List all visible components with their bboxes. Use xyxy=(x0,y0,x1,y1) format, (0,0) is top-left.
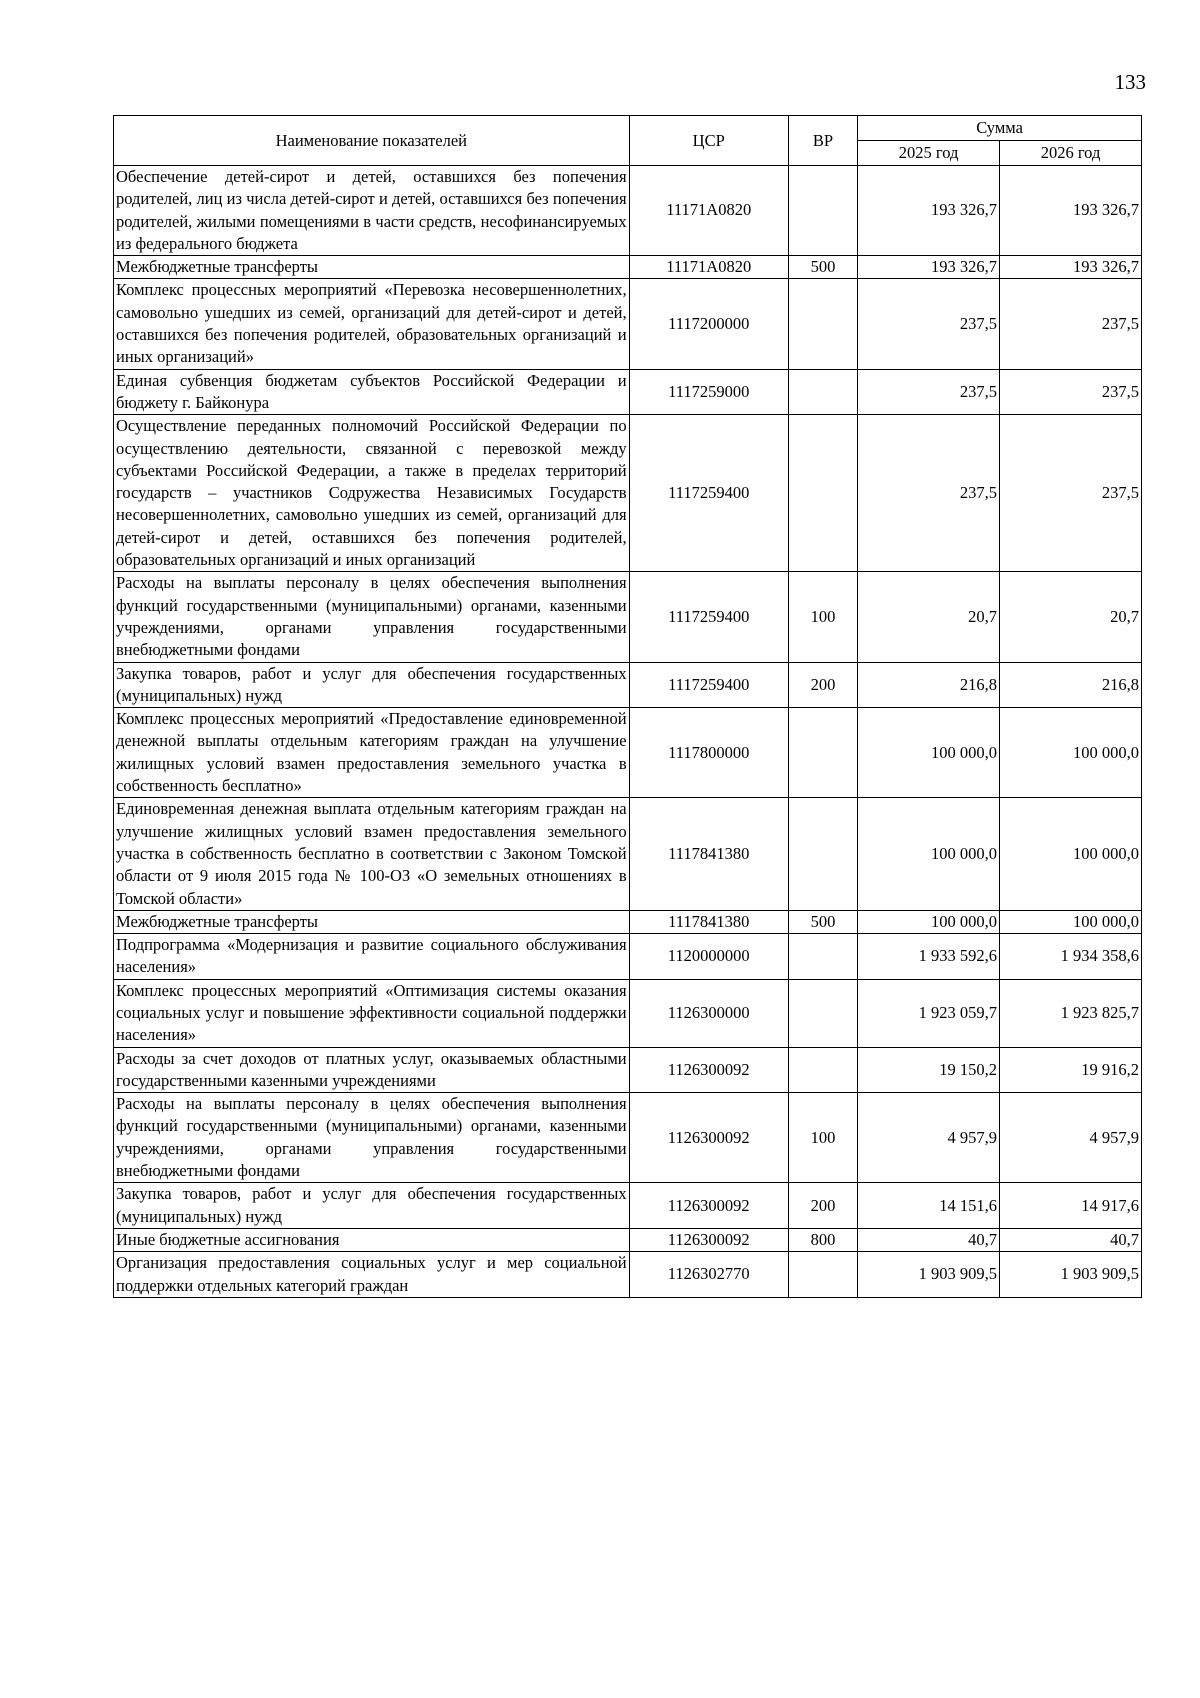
table-row xyxy=(114,256,1142,279)
cell-csr: 11171A0820 xyxy=(629,166,788,256)
header-name: Наименование показателей xyxy=(114,116,630,166)
cell-name: Единая субвенция бюджетам субъектов Российской Федерации и бюджету г. Байконура xyxy=(114,369,630,415)
cell-csr: 1117259400 xyxy=(629,415,788,572)
cell-y2025: 20,7 xyxy=(858,572,1000,662)
table-row xyxy=(114,572,1142,662)
table-row xyxy=(114,369,1142,415)
cell-csr: 1126300092 xyxy=(629,1093,788,1183)
cell-name: Комплекс процессных мероприятий «Перевозка несовершеннолетних, самовольно ушедших из семей, организаций для детей-сирот и детей, оставшихся без попечения родителей, образовательных организаций и иных организаций» xyxy=(114,279,630,369)
cell-vr xyxy=(788,979,857,1047)
budget-table xyxy=(113,115,1142,1298)
cell-csr: 1117200000 xyxy=(629,279,788,369)
cell-vr xyxy=(788,798,857,910)
header-vr: ВР xyxy=(788,116,857,166)
cell-y2026: 1 903 909,5 xyxy=(1000,1252,1142,1298)
cell-name: Межбюджетные трансферты xyxy=(114,910,630,933)
table-row xyxy=(114,415,1142,572)
cell-y2025: 237,5 xyxy=(858,279,1000,369)
table-row xyxy=(114,934,1142,980)
cell-y2025: 19 150,2 xyxy=(858,1047,1000,1093)
cell-vr: 100 xyxy=(788,572,857,662)
cell-name: Единовременная денежная выплата отдельным категориям граждан на улучшение жилищных условий взамен предоставления земельного участка в собственность бесплатно в соответствии с Законом Томской области от 9 июля 2015 года № 100-ОЗ «О земельных отношениях в Томской области» xyxy=(114,798,630,910)
cell-y2026: 193 326,7 xyxy=(1000,256,1142,279)
table-row xyxy=(114,1093,1142,1183)
cell-vr: 500 xyxy=(788,256,857,279)
cell-name: Закупка товаров, работ и услуг для обеспечения государственных (муниципальных) нужд xyxy=(114,662,630,708)
cell-name: Обеспечение детей-сирот и детей, оставшихся без попечения родителей, лиц из числа детей-сирот и детей, оставшихся без попечения родителей, жилыми помещениями в части средств, несофинансируемых из федерального бюджета xyxy=(114,166,630,256)
cell-name: Закупка товаров, работ и услуг для обеспечения государственных (муниципальных) нужд xyxy=(114,1183,630,1229)
cell-csr: 11171A0820 xyxy=(629,256,788,279)
cell-csr: 1117259400 xyxy=(629,572,788,662)
cell-name: Комплекс процессных мероприятий «Предоставление единовременной денежной выплаты отдельным категориям граждан на улучшение жилищных условий взамен предоставления земельного участка в собственность бесплатно» xyxy=(114,708,630,798)
cell-vr xyxy=(788,1047,857,1093)
table-row xyxy=(114,166,1142,256)
cell-y2026: 237,5 xyxy=(1000,279,1142,369)
cell-vr: 500 xyxy=(788,910,857,933)
cell-csr: 1126302770 xyxy=(629,1252,788,1298)
table-row xyxy=(114,910,1142,933)
page-number: 133 xyxy=(1114,70,1146,94)
cell-vr xyxy=(788,369,857,415)
cell-vr xyxy=(788,708,857,798)
cell-name: Расходы на выплаты персоналу в целях обеспечения выполнения функций государственными (муниципальными) органами, казенными учреждениями, органами управления государственными внебюджетными фондами xyxy=(114,572,630,662)
cell-y2025: 237,5 xyxy=(858,369,1000,415)
cell-csr: 1117841380 xyxy=(629,910,788,933)
table-row xyxy=(114,798,1142,910)
cell-y2025: 100 000,0 xyxy=(858,708,1000,798)
cell-y2025: 1 923 059,7 xyxy=(858,979,1000,1047)
header-year-2025: 2025 год xyxy=(858,141,1000,166)
cell-y2026: 237,5 xyxy=(1000,369,1142,415)
cell-vr xyxy=(788,1252,857,1298)
cell-y2025: 4 957,9 xyxy=(858,1093,1000,1183)
cell-y2026: 40,7 xyxy=(1000,1228,1142,1251)
cell-name: Межбюджетные трансферты xyxy=(114,256,630,279)
cell-csr: 1120000000 xyxy=(629,934,788,980)
cell-y2025: 216,8 xyxy=(858,662,1000,708)
cell-y2026: 100 000,0 xyxy=(1000,798,1142,910)
cell-vr: 200 xyxy=(788,662,857,708)
cell-name: Расходы за счет доходов от платных услуг, оказываемых областными государственными казенными учреждениями xyxy=(114,1047,630,1093)
cell-name: Подпрограмма «Модернизация и развитие социального обслуживания населения» xyxy=(114,934,630,980)
cell-y2025: 100 000,0 xyxy=(858,798,1000,910)
cell-y2025: 1 933 592,6 xyxy=(858,934,1000,980)
cell-csr: 1117800000 xyxy=(629,708,788,798)
cell-y2026: 1 934 358,6 xyxy=(1000,934,1142,980)
cell-name: Осуществление переданных полномочий Российской Федерации по осуществлению деятельности, связанной с перевозкой между субъектами Российской Федерации, а также в пределах территорий государств – участников Содружества Независимых Государств несовершеннолетних, самовольно ушедших из семей, организаций для детей-сирот и детей, оставшихся без попечения родителей, образовательных организаций и иных организаций xyxy=(114,415,630,572)
cell-y2026: 216,8 xyxy=(1000,662,1142,708)
cell-vr xyxy=(788,279,857,369)
cell-name: Комплекс процессных мероприятий «Оптимизация системы оказания социальных услуг и повышение эффективности социальной поддержки населения» xyxy=(114,979,630,1047)
cell-csr: 1126300000 xyxy=(629,979,788,1047)
table-row xyxy=(114,1047,1142,1093)
cell-vr: 200 xyxy=(788,1183,857,1229)
cell-y2025: 237,5 xyxy=(858,415,1000,572)
cell-y2026: 100 000,0 xyxy=(1000,910,1142,933)
cell-vr: 800 xyxy=(788,1228,857,1251)
table-row xyxy=(114,708,1142,798)
cell-csr: 1126300092 xyxy=(629,1047,788,1093)
cell-y2026: 4 957,9 xyxy=(1000,1093,1142,1183)
table-row xyxy=(114,1228,1142,1251)
table-row xyxy=(114,279,1142,369)
cell-y2025: 193 326,7 xyxy=(858,256,1000,279)
cell-y2026: 193 326,7 xyxy=(1000,166,1142,256)
cell-vr: 100 xyxy=(788,1093,857,1183)
cell-y2026: 237,5 xyxy=(1000,415,1142,572)
cell-y2026: 100 000,0 xyxy=(1000,708,1142,798)
table-row xyxy=(114,1252,1142,1298)
cell-vr xyxy=(788,415,857,572)
header-sum: Сумма xyxy=(858,116,1142,141)
cell-csr: 1117841380 xyxy=(629,798,788,910)
cell-y2026: 14 917,6 xyxy=(1000,1183,1142,1229)
cell-csr: 1126300092 xyxy=(629,1228,788,1251)
cell-y2026: 19 916,2 xyxy=(1000,1047,1142,1093)
cell-csr: 1117259400 xyxy=(629,662,788,708)
table-row xyxy=(114,662,1142,708)
cell-csr: 1117259000 xyxy=(629,369,788,415)
cell-name: Организация предоставления социальных услуг и мер социальной поддержки отдельных категорий граждан xyxy=(114,1252,630,1298)
cell-y2026: 20,7 xyxy=(1000,572,1142,662)
table-row xyxy=(114,1183,1142,1229)
cell-y2025: 14 151,6 xyxy=(858,1183,1000,1229)
cell-name: Иные бюджетные ассигнования xyxy=(114,1228,630,1251)
header-year-2026: 2026 год xyxy=(1000,141,1142,166)
cell-vr xyxy=(788,166,857,256)
cell-y2025: 193 326,7 xyxy=(858,166,1000,256)
cell-vr xyxy=(788,934,857,980)
cell-y2026: 1 923 825,7 xyxy=(1000,979,1142,1047)
header-csr: ЦСР xyxy=(629,116,788,166)
cell-y2025: 40,7 xyxy=(858,1228,1000,1251)
cell-name: Расходы на выплаты персоналу в целях обеспечения выполнения функций государственными (муниципальными) органами, казенными учреждениями, органами управления государственными внебюджетными фондами xyxy=(114,1093,630,1183)
cell-csr: 1126300092 xyxy=(629,1183,788,1229)
cell-y2025: 1 903 909,5 xyxy=(858,1252,1000,1298)
cell-y2025: 100 000,0 xyxy=(858,910,1000,933)
table-row xyxy=(114,979,1142,1047)
